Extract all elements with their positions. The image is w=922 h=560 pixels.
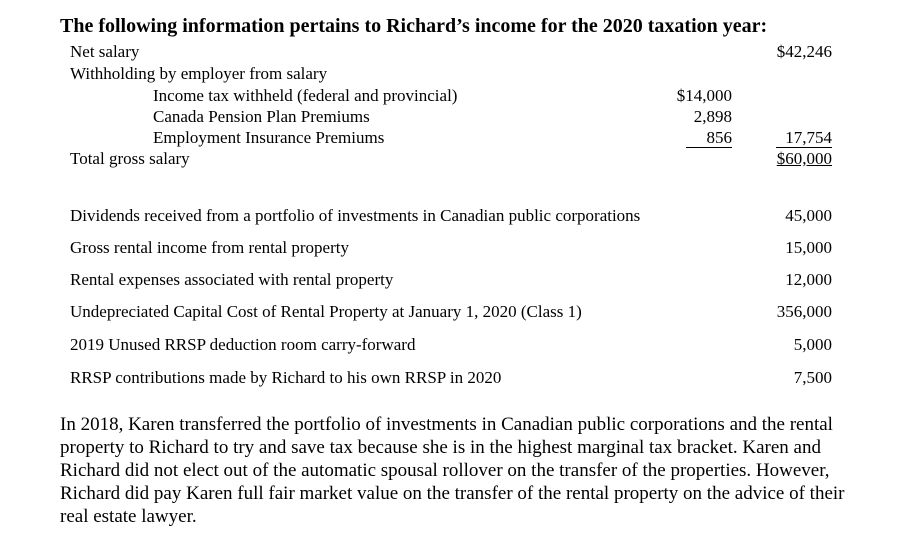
rrsp-room-label: 2019 Unused RRSP deduction room carry-forward [70, 335, 416, 354]
rrsp-contributions-value: 7,500 [793, 368, 832, 387]
net-salary-value: $42,246 [776, 42, 832, 61]
dividends-value: 45,000 [785, 206, 832, 225]
withholding-label: Withholding by employer from salary [70, 64, 328, 83]
cpp-label: Canada Pension Plan Premiums [153, 107, 370, 126]
rental-expenses-value: 12,000 [785, 270, 832, 289]
ei-label: Employment Insurance Premiums [153, 128, 385, 147]
income-tax-value: $14,000 [676, 86, 732, 105]
net-salary-label: Net salary [70, 42, 140, 61]
withholding-total-value: 17,754 [785, 128, 832, 147]
page-title: The following information pertains to Richard’s income for the 2020 taxation year: [60, 15, 768, 37]
rental-income-label: Gross rental income from rental property [70, 238, 349, 257]
rrsp-contributions-label: RRSP contributions made by Richard to his own RRSP in 2020 [70, 368, 502, 387]
cpp-value: 2,898 [693, 107, 732, 126]
ei-underline [686, 147, 732, 148]
dividends-label: Dividends received from a portfolio of investments in Canadian public corporations [70, 206, 641, 225]
rental-expenses-label: Rental expenses associated with rental property [70, 270, 394, 289]
ucc-label: Undepreciated Capital Cost of Rental Property at January 1, 2020 (Class 1) [70, 302, 582, 321]
transfer-paragraph: In 2018, Karen transferred the portfolio of investments in Canadian public corporations and the rental property to Richard to try and save tax because she is in the highest marginal tax bracket. Karen and Richard did not elect out of the automatic spousal rollover on the transfer of the properties. However, Richard did pay Karen full fair market value on the transfer of the rental property on the advice of their real estate lawyer. [60, 414, 845, 527]
income-tax-label: Income tax withheld (federal and provincial) [153, 86, 458, 105]
rental-income-value: 15,000 [785, 238, 832, 257]
rrsp-room-value: 5,000 [793, 335, 832, 354]
ei-value: 856 [706, 128, 732, 147]
gross-salary-value: $60,000 [776, 149, 832, 168]
ucc-value: 356,000 [776, 302, 832, 321]
gross-salary-label: Total gross salary [70, 149, 190, 168]
